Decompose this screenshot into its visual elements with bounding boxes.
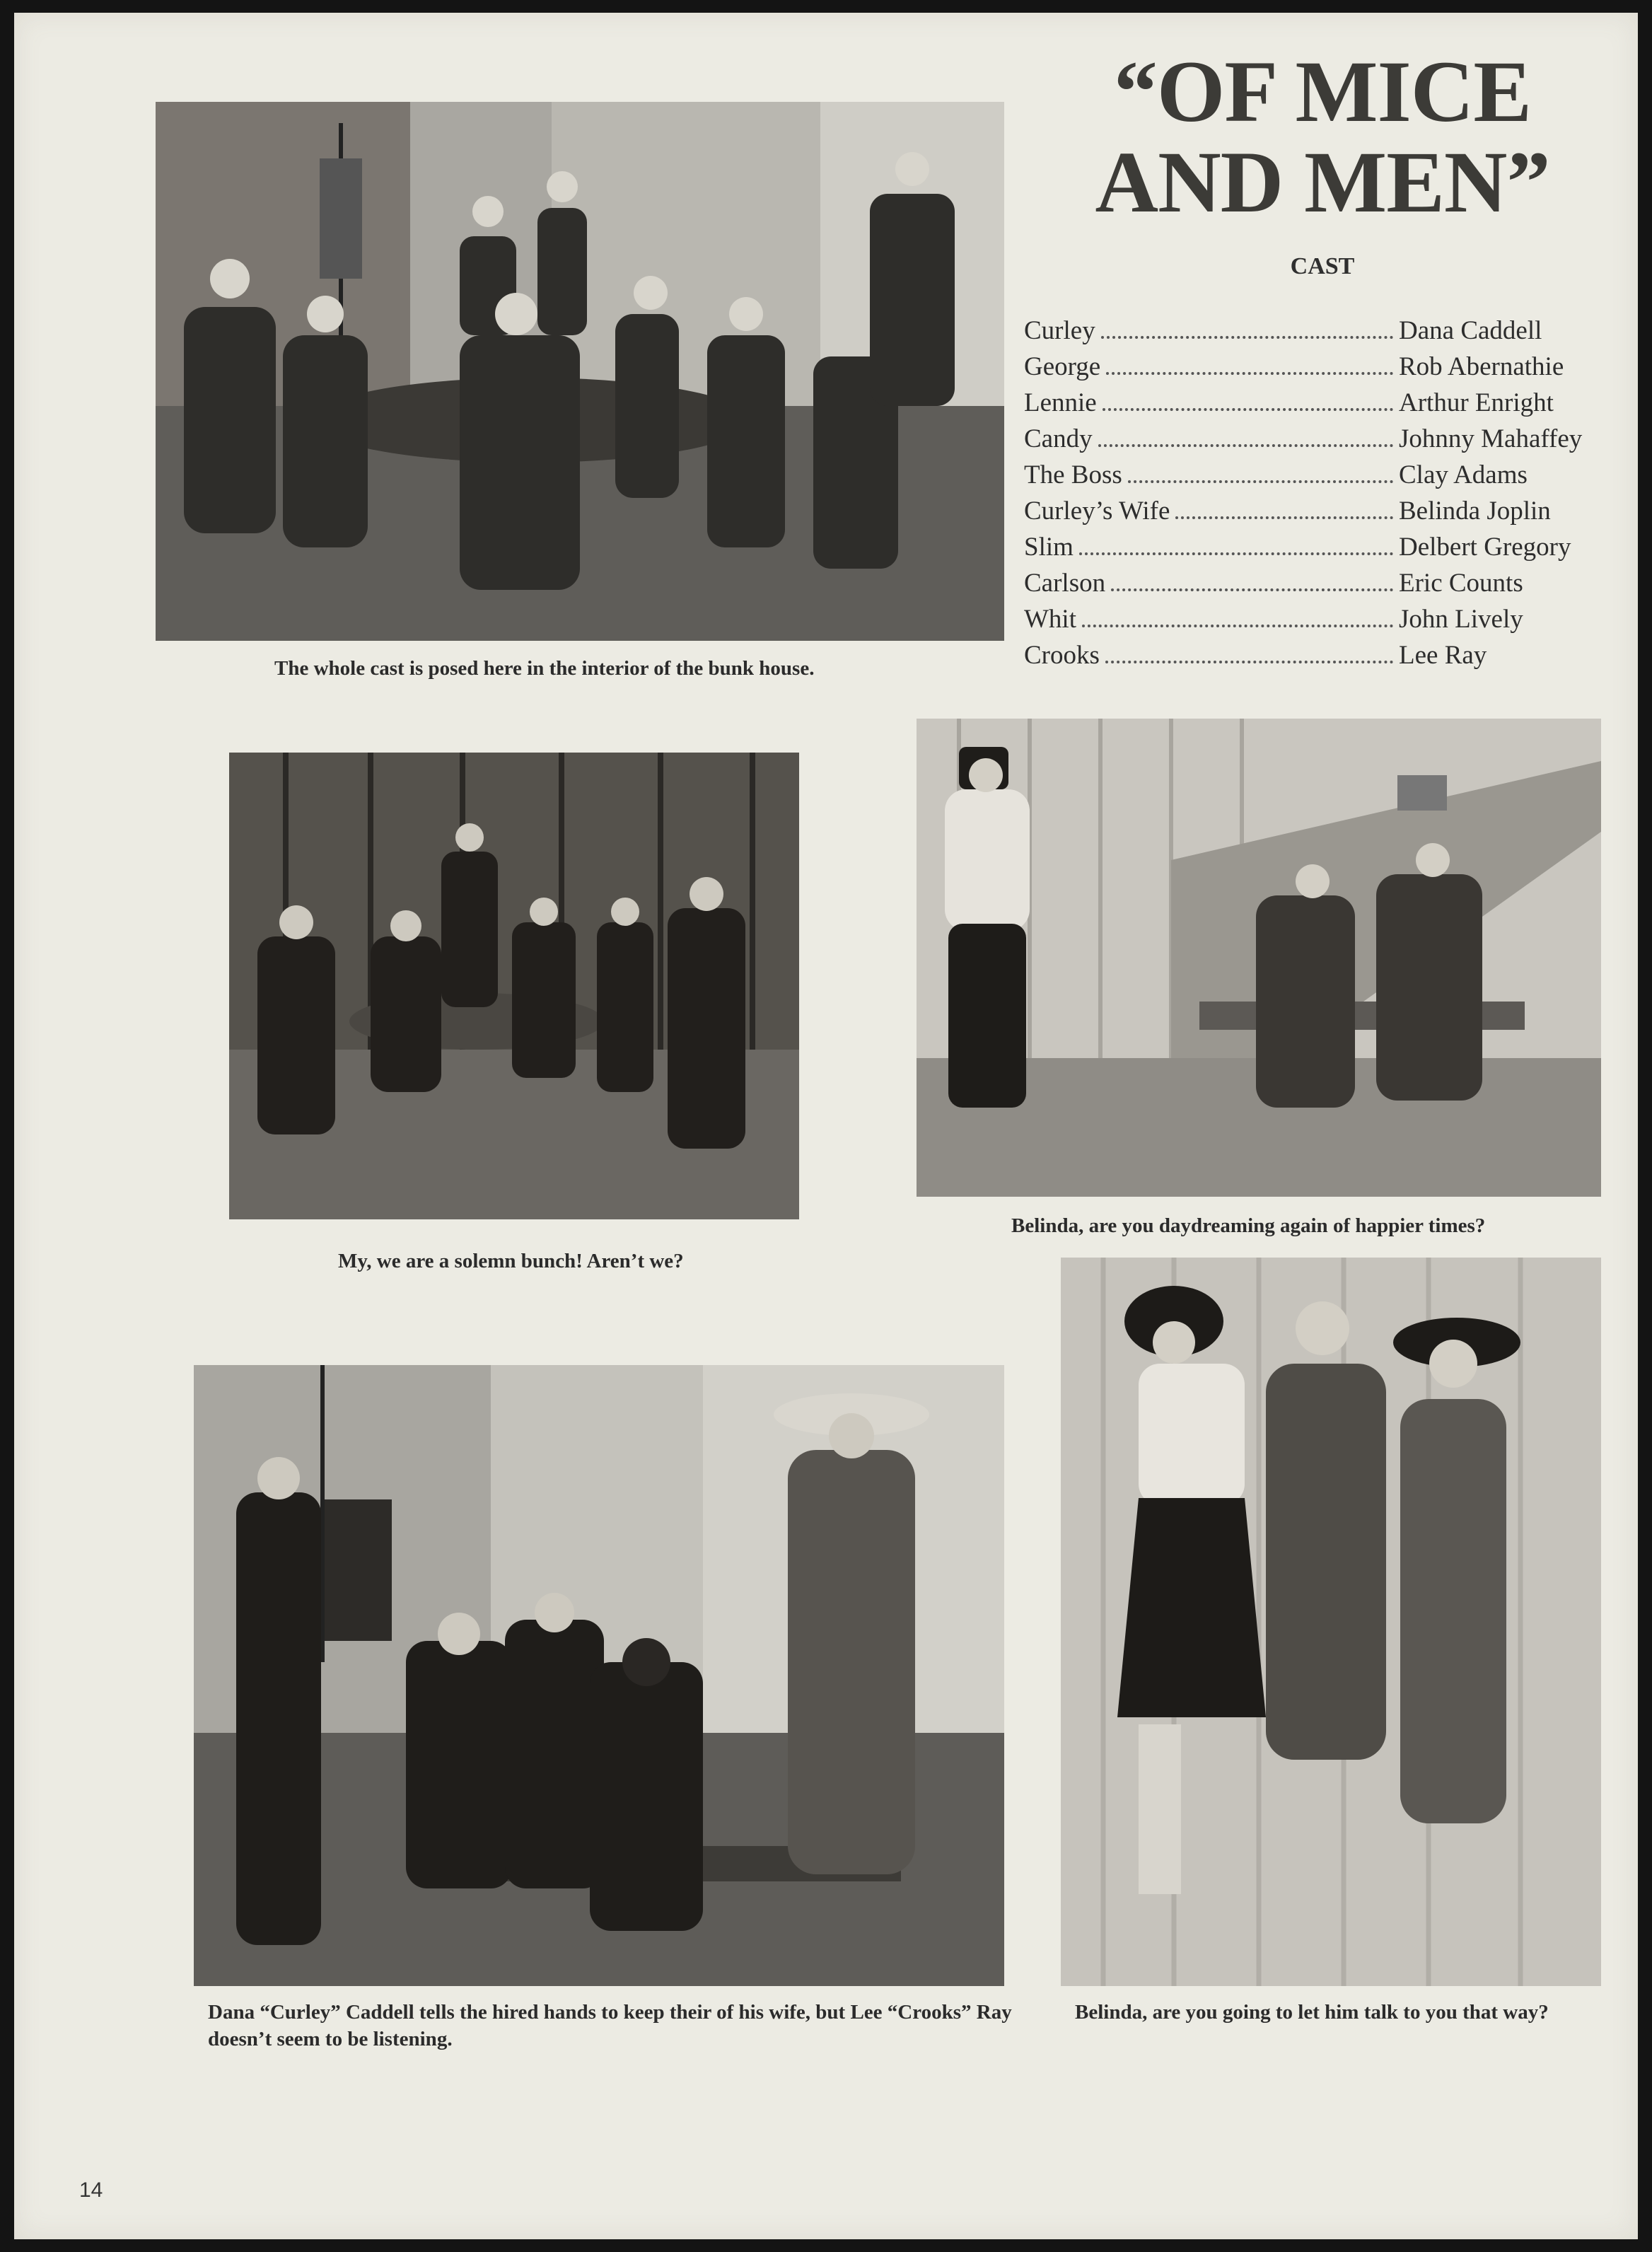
cast-list [1024, 315, 1618, 676]
cast-role: Lennie [1024, 388, 1097, 417]
page-number: 14 [79, 2178, 103, 2202]
leader-dots [1103, 408, 1393, 411]
cast-row [1024, 496, 1618, 532]
leader-dots [1079, 552, 1393, 555]
solemn-bunch-caption: My, we are a solemn bunch! Aren’t we? [338, 1250, 684, 1272]
talk-that-way-photo [1061, 1258, 1601, 1986]
cast-actor: Johnny Mahaffey [1399, 424, 1583, 453]
cast-row [1024, 604, 1618, 640]
cast-group-photo [156, 102, 1004, 641]
daydreaming-caption: Belinda, are you daydreaming again of happier times? [1011, 1214, 1486, 1237]
cast-actor: Delbert Gregory [1399, 533, 1571, 562]
leader-dots [1105, 661, 1393, 663]
talk-that-way-caption: Belinda, are you going to let him talk to you that way? [1075, 2001, 1549, 2024]
leader-dots [1128, 480, 1393, 483]
page-title: “OF MICE AND MEN” [1095, 43, 1550, 231]
cast-row [1024, 568, 1618, 604]
cast-actor: Lee Ray [1399, 641, 1487, 670]
cast-actor: Clay Adams [1399, 460, 1528, 489]
leader-dots [1175, 516, 1393, 519]
cast-row [1024, 315, 1618, 352]
yearbook-page [14, 13, 1638, 2239]
leader-dots [1111, 588, 1393, 591]
cast-role: George [1024, 352, 1101, 381]
cast-actor: Arthur Enright [1399, 388, 1554, 417]
hired-hands-caption: Dana “Curley” Caddell tells the hired hands to keep their of his wife, but Lee “Crooks” Ray doesn’t seem to be listening. [208, 2001, 1012, 2051]
cast-role: Candy [1024, 424, 1093, 453]
cast-actor: Dana Caddell [1399, 316, 1542, 345]
cast-role: The Boss [1024, 460, 1122, 489]
cast-row [1024, 460, 1618, 496]
cast-row [1024, 640, 1618, 676]
cast-row [1024, 388, 1618, 424]
leader-dots [1098, 444, 1393, 447]
hired-hands-photo [194, 1365, 1004, 1986]
leader-dots [1101, 336, 1393, 339]
leader-dots [1106, 372, 1393, 375]
daydreaming-photo [917, 719, 1601, 1197]
cast-role: Curley’s Wife [1024, 497, 1170, 526]
cast-role: Slim [1024, 533, 1074, 562]
cast-group-caption: The whole cast is posed here in the interior of the bunk house. [274, 657, 815, 680]
solemn-bunch-photo [229, 753, 799, 1219]
cast-role: Carlson [1024, 569, 1106, 598]
cast-row [1024, 352, 1618, 388]
cast-role: Curley [1024, 316, 1095, 345]
cast-row [1024, 424, 1618, 460]
cast-actor: Belinda Joplin [1399, 497, 1551, 526]
cast-role: Whit [1024, 605, 1076, 634]
cast-row [1024, 532, 1618, 568]
leader-dots [1082, 625, 1393, 627]
cast-role: Crooks [1024, 641, 1100, 670]
cast-actor: Eric Counts [1399, 569, 1523, 598]
cast-heading: CAST [1290, 253, 1355, 279]
cast-actor: Rob Abernathie [1399, 352, 1564, 381]
cast-actor: John Lively [1399, 605, 1523, 634]
